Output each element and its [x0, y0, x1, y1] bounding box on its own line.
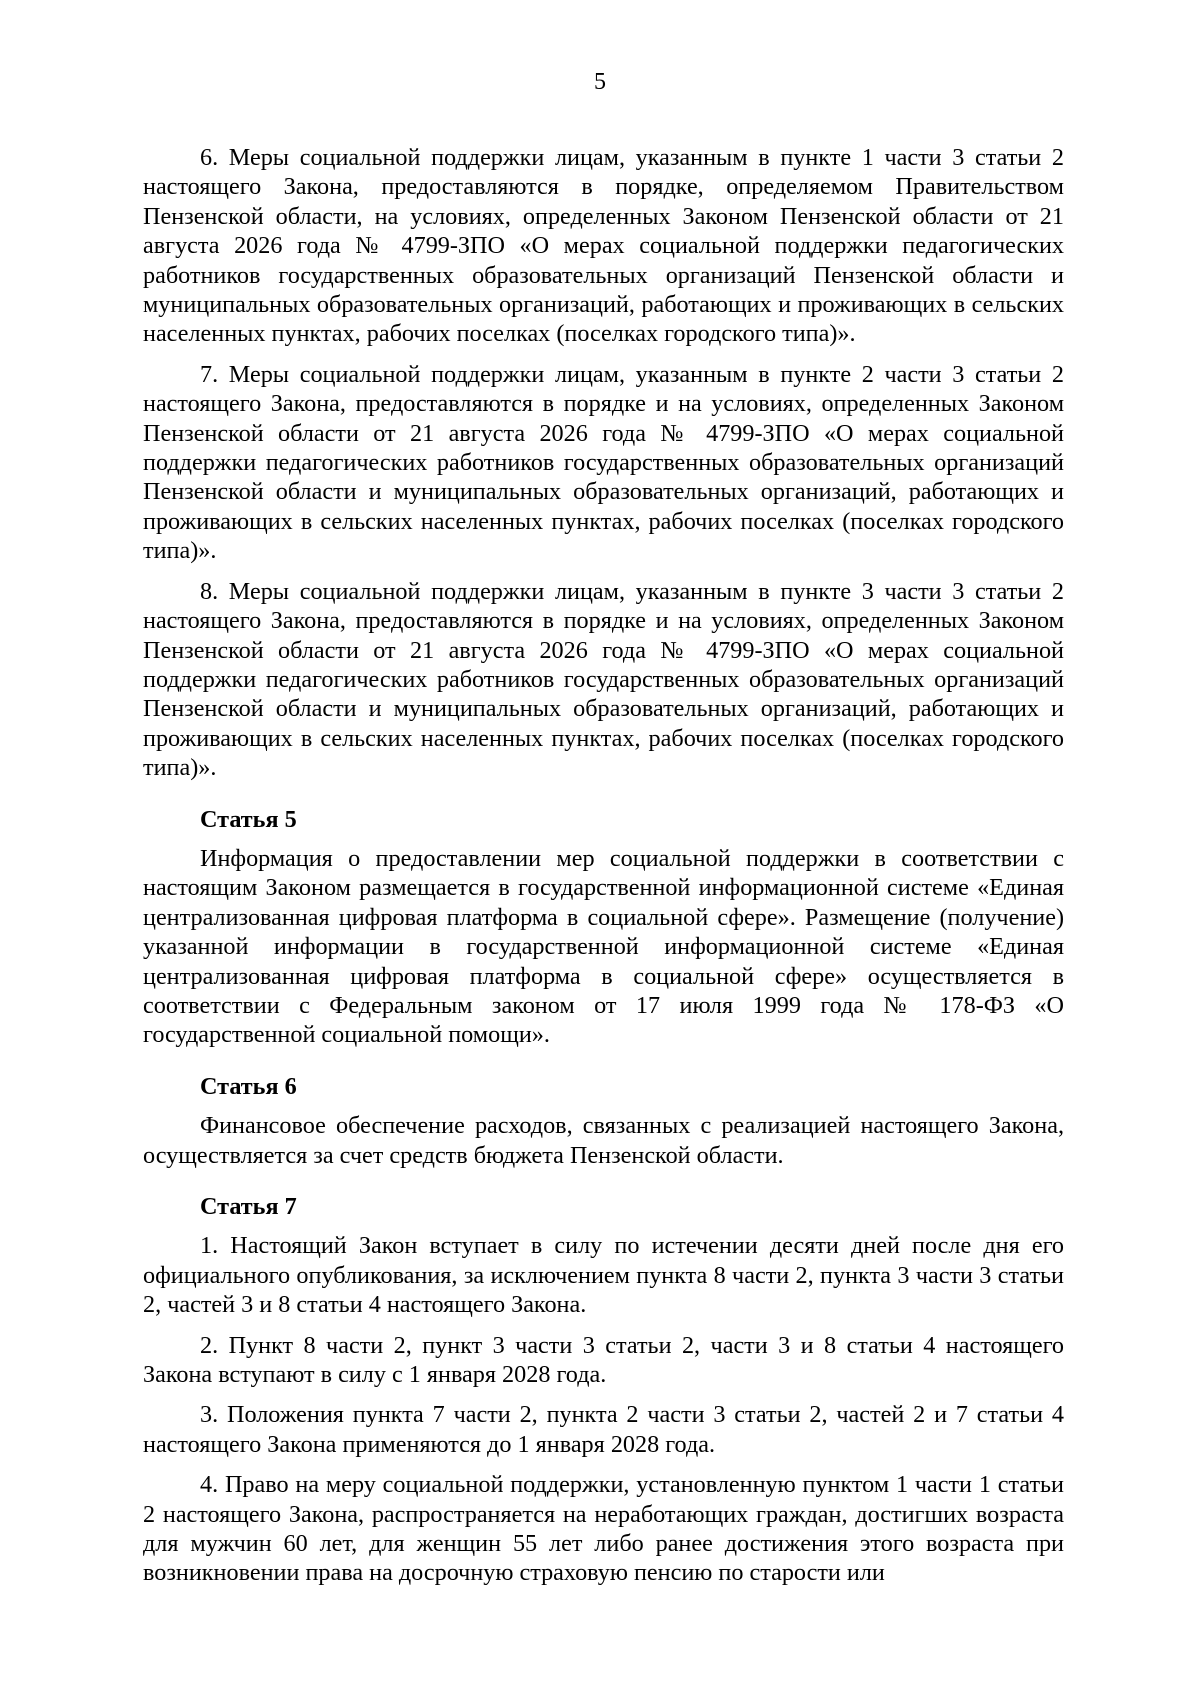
- article5-heading: Статья 5: [200, 805, 297, 833]
- article7-item2: 2. Пункт 8 части 2, пункт 3 части 3 статьи 2, части 3 и 8 статьи 4 настоящего Закона вступают в силу с 1 января 2028 года.: [143, 1331, 1064, 1389]
- article6-heading: Статья 6: [200, 1072, 297, 1100]
- article5-text: Информация о предоставлении мер социальной поддержки в соответствии с настоящим Законом размещается в государственной информационной системе «Единая централизованная цифровая платформа в социальной сфере». Размещение (получение) указанной информации в государственной информационной системе «Единая централизованная цифровая платформа в социальной сфере» осуществляется в соответствии с Федеральным законом от 17 июля 1999 года № 178-ФЗ «О государственной социальной помощи».: [143, 844, 1064, 1049]
- article7-item3: 3. Положения пункта 7 части 2, пункта 2 части 3 статьи 2, частей 2 и 7 статьи 4 настоящего Закона применяются до 1 января 2028 года.: [143, 1401, 1064, 1458]
- article7-item1: 1. Настоящий Закон вступает в силу по истечении десяти дней после дня его официального опубликования, за исключением пункта 8 части 2, пункта 3 части 3 статьи 2, частей 3 и 8 статьи 4 настоящего Закона.: [143, 1232, 1064, 1319]
- article7-item4: 4. Право на меру социальной поддержки, установленную пунктом 1 части 1 статьи 2 настоящего Закона, распространяется на неработающих граждан, достигших возраста для мужчин 60 лет, для женщин 55 лет либо ранее достижения этого возраста при возникновении права на досрочную страховую пенсию по старости или: [143, 1471, 1064, 1587]
- paragraph-article4-item8: 8. Меры социальной поддержки лицам, указанным в пункте 3 части 3 статьи 2 настоящего Закона, предоставляются в порядке и на условиях, определенных Законом Пензенской области от 21 августа 2026 года № 4799-ЗПО «О мерах социальной поддержки педагогических работников государственных образовательных организаций Пензенской области и муниципальных образовательных организаций, работающих и проживающих в сельских населенных пунктах, рабочих поселках (поселках городского типа)».: [143, 577, 1064, 782]
- page-number: 5: [594, 69, 606, 95]
- paragraph-article4-item7: 7. Меры социальной поддержки лицам, указанным в пункте 2 части 3 статьи 2 настоящего Закона, предоставляются в порядке и на условиях, определенных Законом Пензенской области от 21 августа 2026 года № 4799-ЗПО «О мерах социальной поддержки педагогических работников государственных образовательных организаций Пензенской области и муниципальных образовательных организаций, работающих и проживающих в сельских населенных пунктах, рабочих поселках (поселках городского типа)».: [143, 360, 1064, 565]
- paragraph-article4-item6: 6. Меры социальной поддержки лицам, указанным в пункте 1 части 3 статьи 2 настоящего Закона, предоставляются в порядке, определяемом Правительством Пензенской области, на условиях, определенных Законом Пензенской области от 21 августа 2026 года № 4799-ЗПО «О мерах социальной поддержки педагогических работников государственных образовательных организаций Пензенской области и муниципальных образовательных организаций, работающих и проживающих в сельских населенных пунктах, рабочих поселках (поселках городского типа)».: [143, 144, 1064, 348]
- document-body: [143, 143, 1064, 1588]
- article7-heading: Статья 7: [200, 1193, 297, 1220]
- article6-text: Финансовое обеспечение расходов, связанных с реализацией настоящего Закона, осуществляется за счет средств бюджета Пензенской области.: [143, 1112, 1064, 1169]
